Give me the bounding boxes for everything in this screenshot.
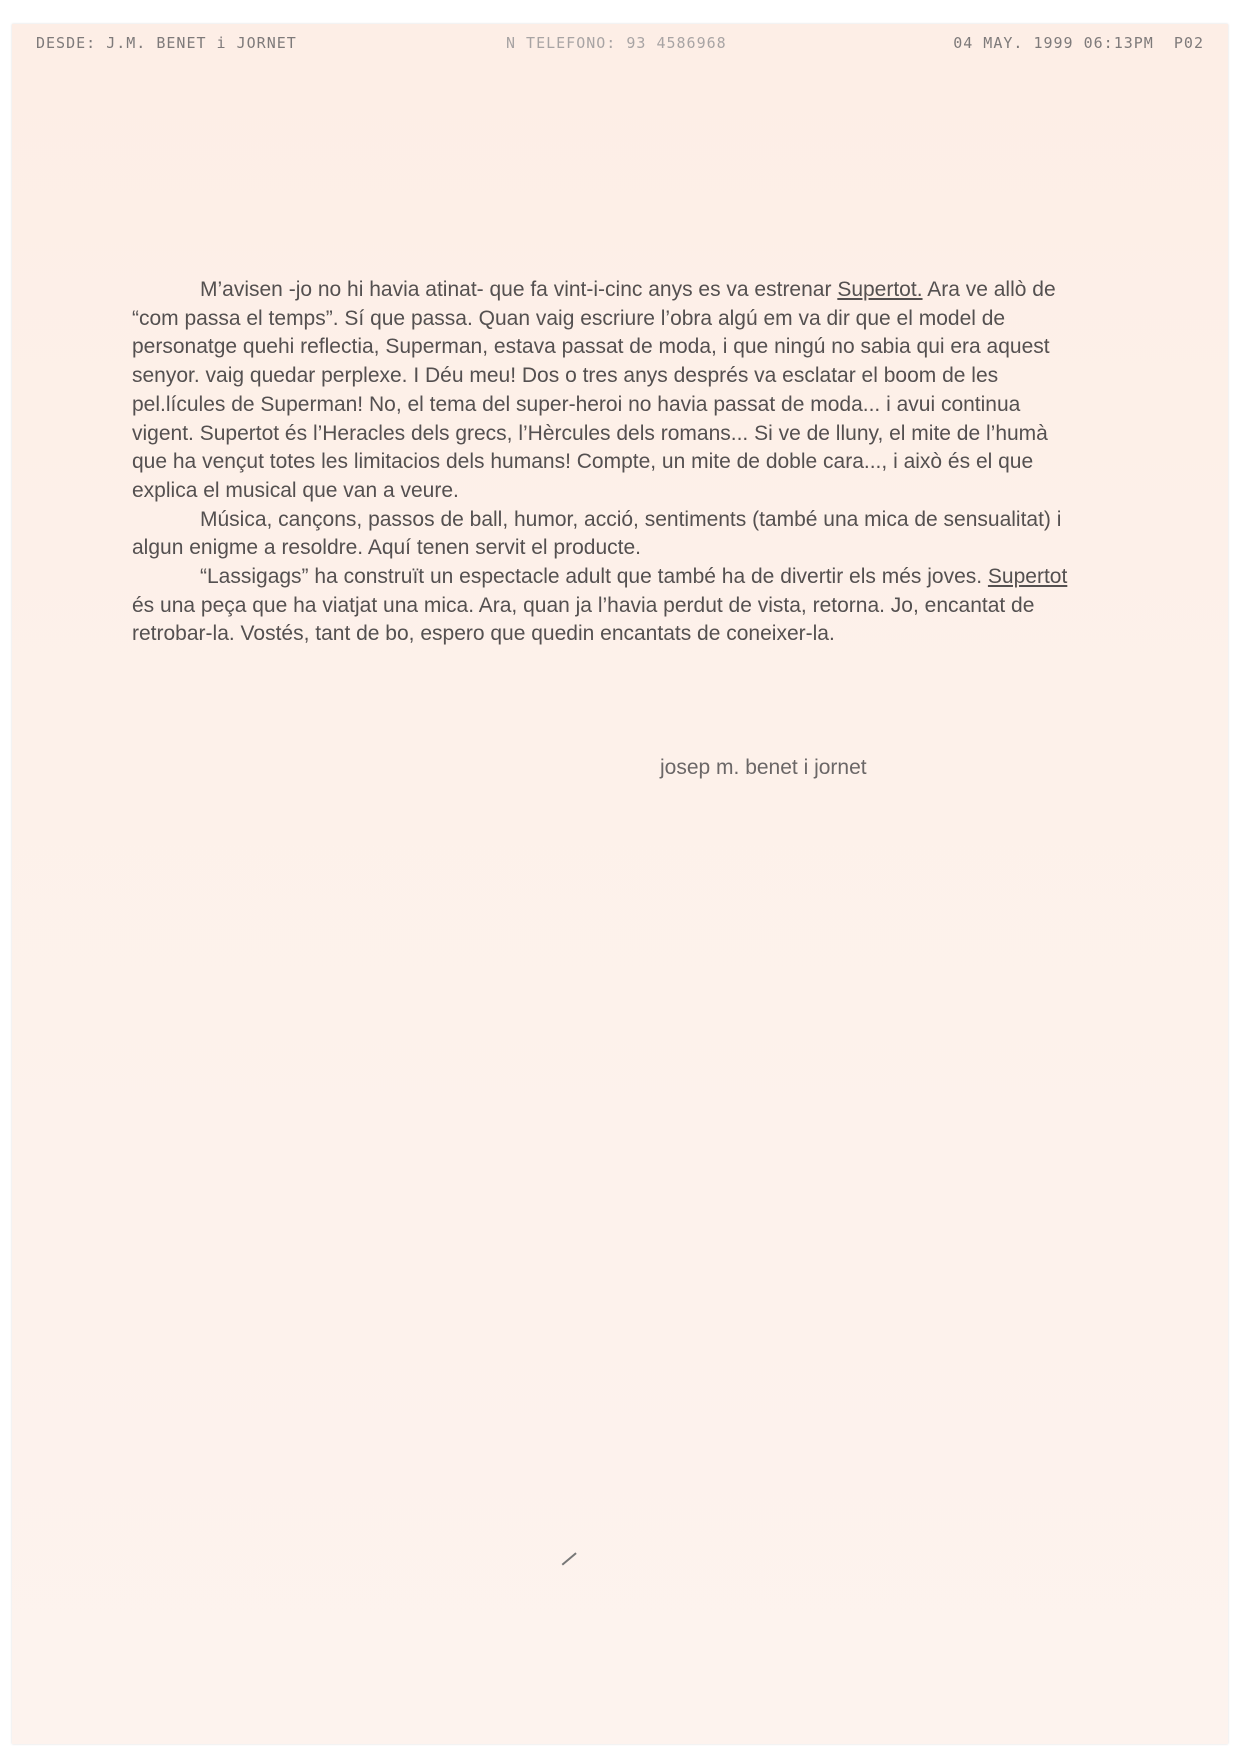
paragraph-3-text-a: “Lassigags” ha construït un espectacle adult que també ha de divertir els més joves. [200, 565, 988, 589]
letter-paragraph-3 [132, 563, 1077, 649]
letter-body [132, 276, 1077, 649]
letter-paragraph-1 [132, 276, 1077, 506]
fax-sender: DESDE: J.M. BENET i JORNET [36, 34, 297, 52]
fax-datetime: 04 MAY. 1999 06:13PM [953, 34, 1154, 52]
paragraph-1-text-b: Ara ve allò de “com passa el temps”. Sí que passa. Quan vaig escriure l’obra algú em va dir que el model de personatge quehi reflectia, Superman, estava passat de moda, i que ningú no sabia qui era aquest senyor. vaig quedar perplexe. I Déu meu! Dos o tres anys després va esclatar el boom de les pel.lícules de Superman! No, el tema del super-heroi no havia passat de moda... i avui continua vigent. Supertot és l’Heracles dels grecs, l’Hèrcules dels romans... Si ve de lluny, el mite de l’humà que ha vençut totes les limitacios dels humans! Compte, un mite de doble cara..., i això és el que explica el musical que van a veure. [132, 278, 1056, 502]
fax-page-number: P02 [1173, 34, 1204, 52]
paragraph-3-text-b: és una peça que ha viatjat una mica. Ara, quan ja l’havia perdut de vista, retorna. Jo, encantat de retrobar-la. Vostés, tant de bo, espero que quedin encantats de coneixer-la. [132, 593, 1035, 646]
fax-timestamp-page [953, 34, 1204, 52]
letter-paragraph-2: Música, cançons, passos de ball, humor, acció, sentiments (també una mica de sensualitat) i algun enigme a resoldre. Aquí tenen servit el producte. [132, 507, 1062, 560]
play-title-supertot: Supertot. [837, 278, 923, 301]
paragraph-1-text-a: M’avisen -jo no hi havia atinat- que fa vint-i-cinc anys es va estrenar [200, 278, 838, 301]
fax-header [36, 34, 1204, 58]
fax-phone-number: N TELEFONO: 93 4586968 [506, 34, 727, 52]
signature: josep m. benet i jornet [660, 756, 867, 779]
play-title-supertot-2: Supertot [987, 565, 1068, 589]
